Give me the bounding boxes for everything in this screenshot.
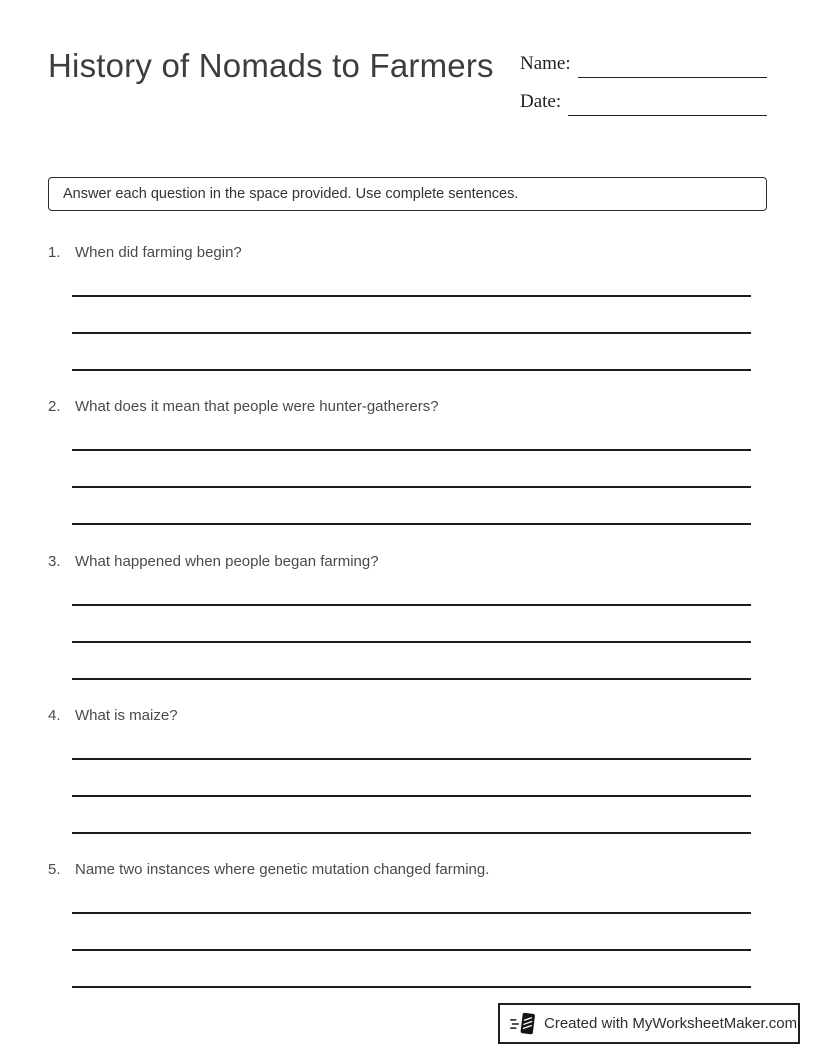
footer-credit-text: Created with MyWorksheetMaker.com [544, 1015, 798, 1032]
question-text: Name two instances where genetic mutation changed farming. [75, 861, 490, 878]
answer-blank-line [72, 758, 751, 760]
date-blank-line [568, 92, 767, 116]
answer-lines [72, 912, 751, 988]
question-number: 2. [48, 398, 61, 415]
answer-lines [72, 758, 751, 834]
question-item [48, 860, 751, 988]
answer-blank-line [72, 523, 751, 525]
instructions-text: Answer each question in the space provided. Use complete sentences. [63, 186, 519, 202]
question-row [48, 552, 751, 572]
answer-lines [72, 604, 751, 680]
page-title: History of Nomads to Farmers [48, 47, 494, 84]
question-row [48, 243, 751, 263]
name-date-block [520, 50, 767, 126]
answer-blank-line [72, 795, 751, 797]
question-row [48, 706, 751, 726]
date-label: Date: [520, 91, 562, 112]
question-item [48, 552, 751, 680]
answer-blank-line [72, 912, 751, 914]
name-blank-line [578, 54, 767, 78]
question-text: What does it mean that people were hunter-gatherers? [75, 398, 439, 415]
instructions-box [48, 177, 767, 211]
name-label: Name: [520, 53, 571, 74]
answer-blank-line [72, 486, 751, 488]
answer-blank-line [72, 295, 751, 297]
question-row [48, 397, 751, 417]
name-row [520, 50, 767, 78]
question-item [48, 706, 751, 834]
answer-blank-line [72, 641, 751, 643]
date-row [520, 88, 767, 116]
question-number: 5. [48, 861, 61, 878]
question-number: 4. [48, 707, 61, 724]
question-row [48, 860, 751, 880]
answer-blank-line [72, 949, 751, 951]
answer-blank-line [72, 986, 751, 988]
answer-blank-line [72, 604, 751, 606]
question-text: What is maize? [75, 707, 178, 724]
answer-blank-line [72, 832, 751, 834]
answer-lines [72, 449, 751, 525]
answer-lines [72, 295, 751, 371]
answer-blank-line [72, 449, 751, 451]
answer-blank-line [72, 678, 751, 680]
answer-blank-line [72, 332, 751, 334]
question-text: When did farming begin? [75, 244, 242, 261]
flying-worksheet-icon [510, 1011, 538, 1037]
question-item [48, 397, 751, 525]
question-text: What happened when people began farming? [75, 553, 379, 570]
footer-credit-box [498, 1003, 800, 1044]
question-item [48, 243, 751, 371]
answer-blank-line [72, 369, 751, 371]
question-number: 3. [48, 553, 61, 570]
question-number: 1. [48, 244, 61, 261]
